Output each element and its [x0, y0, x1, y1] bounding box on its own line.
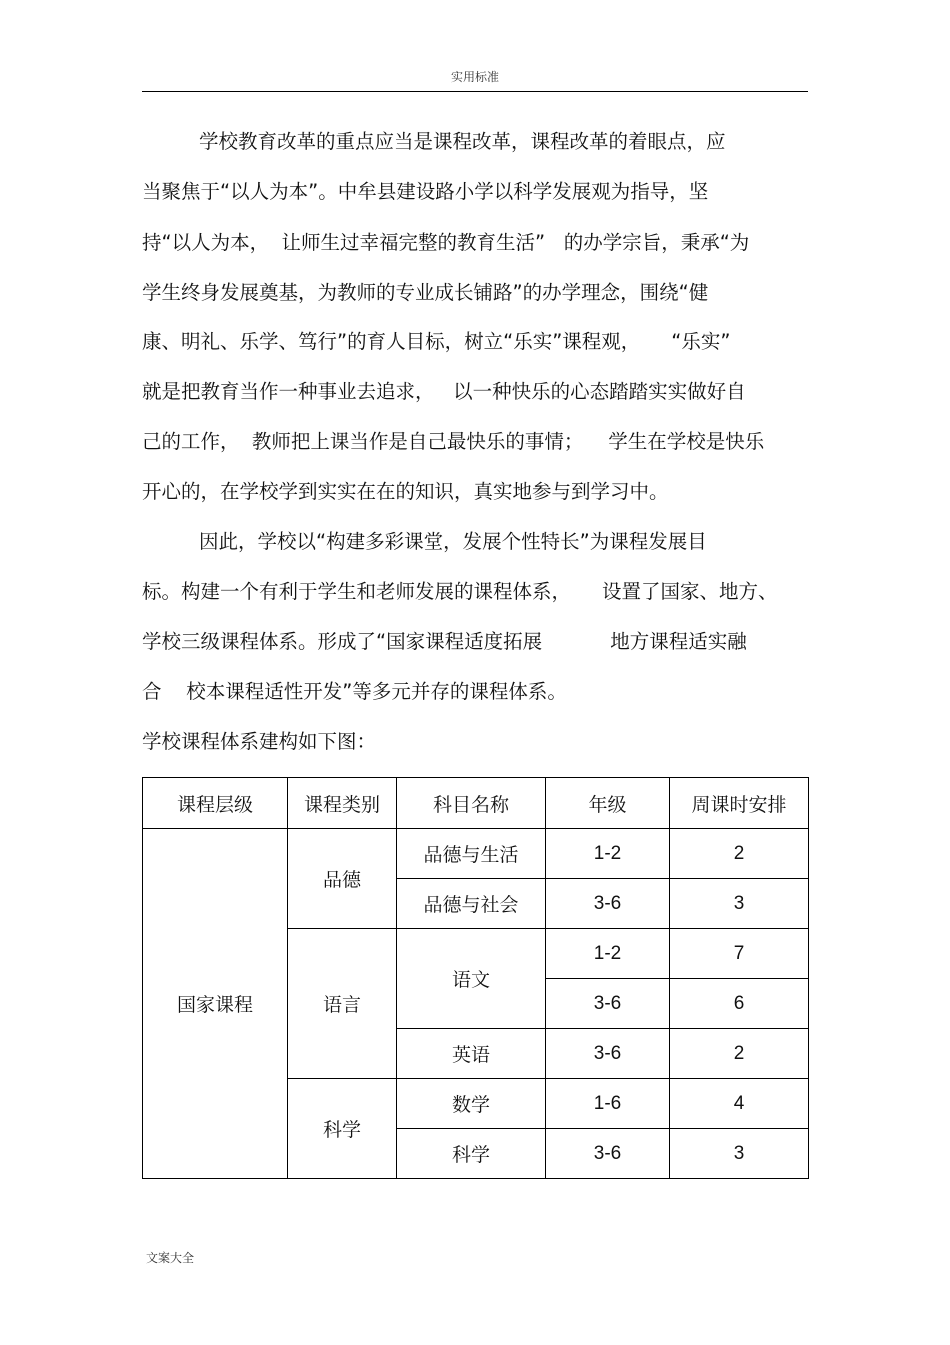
subject-cell: 语文 — [397, 929, 546, 1029]
header-cell: 科目名称 — [397, 778, 546, 829]
category-cell: 科学 — [288, 1079, 397, 1179]
table-header-row — [143, 778, 809, 829]
curriculum-table — [142, 777, 809, 1179]
hours-cell: 3 — [670, 1129, 809, 1179]
paragraph-line: 标。构建一个有利于学生和老师发展的课程体系， 设置了国家、地方、 — [142, 580, 778, 603]
subject-cell: 科学 — [397, 1129, 546, 1179]
hours-cell: 4 — [670, 1079, 809, 1129]
paragraph-line: 己的工作， 教师把上课当作是自己最快乐的事情； 学生在学校是快乐 — [142, 430, 765, 453]
header-cell: 年级 — [546, 778, 670, 829]
grade-cell: 1-6 — [546, 1079, 670, 1129]
paragraph-line: 就是把教育当作一种事业去追求， 以一种快乐的心态踏踏实实做好自 — [142, 380, 746, 403]
header-divider — [142, 91, 808, 92]
hours-cell: 2 — [670, 829, 809, 879]
grade-cell: 3-6 — [546, 1029, 670, 1079]
paragraph-line: 持“以人为本， 让师生过幸福完整的教育生活” 的办学宗旨，秉承“为 — [142, 231, 750, 254]
subject-cell: 品德与社会 — [397, 879, 546, 929]
category-cell: 品德 — [288, 829, 397, 929]
course-level-cell: 国家课程 — [143, 829, 288, 1179]
table-caption: 学校课程体系建构如下图： — [142, 730, 377, 753]
paragraph-line: 当聚焦于“以人为本”。中牟县建设路小学以科学发展观为指导，坚 — [142, 180, 709, 203]
hours-cell: 2 — [670, 1029, 809, 1079]
subject-cell: 品德与生活 — [397, 829, 546, 879]
page-footer: 文案大全 — [146, 1251, 195, 1265]
header-cell: 课程层级 — [143, 778, 288, 829]
paragraph-line: 因此，学校以“构建多彩课堂，发展个性特长”为课程发展目 — [199, 530, 707, 553]
hours-cell: 6 — [670, 979, 809, 1029]
grade-cell: 3-6 — [546, 979, 670, 1029]
header-cell: 课程类别 — [288, 778, 397, 829]
paragraph-line: 学校教育改革的重点应当是课程改革，课程改革的着眼点，应 — [199, 130, 726, 153]
paragraph-line: 开心的，在学校学到实实在在的知识，真实地参与到学习中。 — [142, 480, 669, 503]
paragraph-line: 合 校本课程适性开发”等多元并存的课程体系。 — [142, 680, 567, 703]
paragraph-line: 学校三级课程体系。形成了“国家课程适度拓展 地方课程适实融 — [142, 630, 747, 653]
grade-cell: 1-2 — [546, 829, 670, 879]
paragraph-line: 康、明礼、乐学、笃行”的育人目标，树立“乐实”课程观， “乐实” — [142, 330, 731, 353]
grade-cell: 3-6 — [546, 1129, 670, 1179]
paragraph-line: 学生终身发展奠基，为教师的专业成长铺路”的办学理念，围绕“健 — [142, 281, 709, 304]
hours-cell: 7 — [670, 929, 809, 979]
header-cell: 周课时安排 — [670, 778, 809, 829]
page-header: 实用标准 — [450, 70, 499, 84]
grade-cell: 3-6 — [546, 879, 670, 929]
subject-cell: 英语 — [397, 1029, 546, 1079]
grade-cell: 1-2 — [546, 929, 670, 979]
hours-cell: 3 — [670, 879, 809, 929]
category-cell: 语言 — [288, 929, 397, 1079]
table-row — [143, 829, 809, 879]
subject-cell: 数学 — [397, 1079, 546, 1129]
